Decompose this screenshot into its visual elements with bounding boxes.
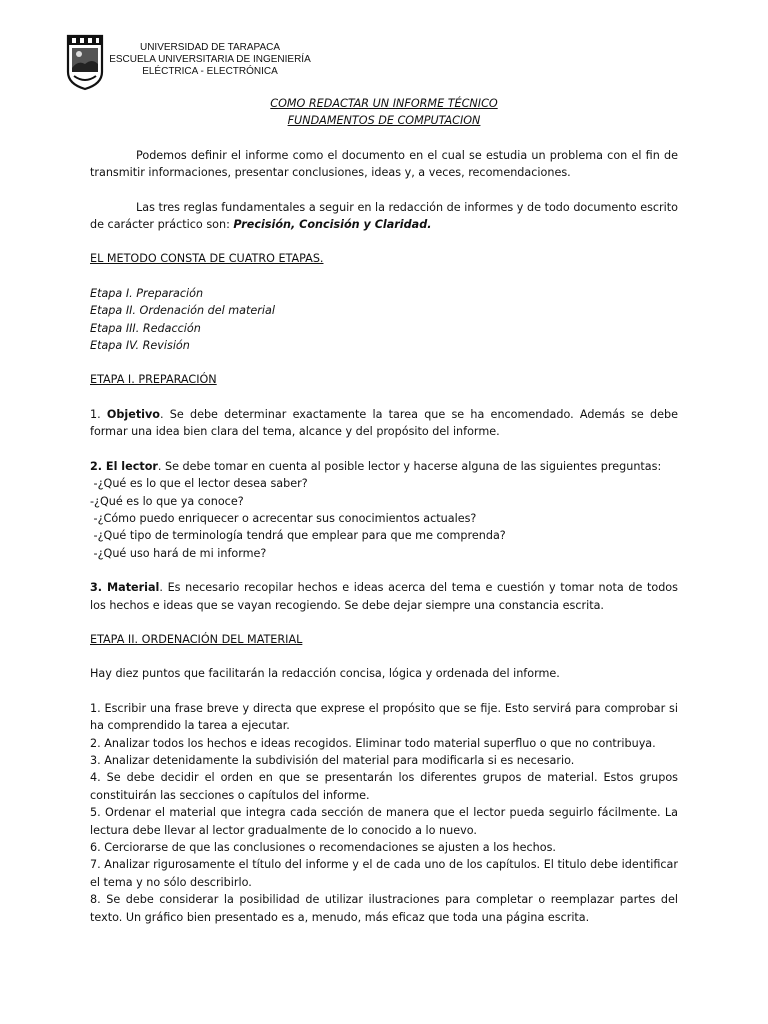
- ordering-point: 7. Analizar rigurosamente el título del informe y el de cada uno de los capítulos. El titulo debe identificar el tema y no sólo describirlo.: [90, 858, 678, 889]
- question-item: -¿Qué es lo que el lector desea saber?: [90, 477, 308, 491]
- stage2-heading: ETAPA II. ORDENACIÓN DEL MATERIAL: [90, 632, 303, 646]
- document-body: [90, 95, 678, 926]
- method-heading: EL METODO CONSTA DE CUATRO ETAPAS.: [90, 252, 324, 266]
- ordering-point: 5. Ordenar el material que integra cada sección de manera que el lector pueda seguirlo fácilmente. La lectura debe llevar al lector gradualmente de lo conocido a lo nuevo.: [90, 806, 678, 837]
- stage-item: Etapa I. Preparación: [90, 286, 204, 300]
- document-subtitle: FUNDAMENTOS DE COMPUTACION: [287, 114, 481, 128]
- objective-number: 1.: [90, 407, 107, 421]
- stage-item: Etapa III. Redacción: [90, 321, 201, 335]
- question-item: -¿Qué es lo que ya conoce?: [90, 494, 244, 508]
- material-paragraph: [90, 579, 678, 614]
- reader-label: 2. El lector: [90, 459, 158, 473]
- document-title: COMO REDACTAR UN INFORME TÉCNICO: [270, 97, 498, 110]
- ordering-point: 4. Se debe decidir el orden en que se presentarán los diferentes grupos de material. Estos grupos constituirán las secciones o capítulos del informe.: [90, 771, 678, 802]
- intro-paragraph-1: Podemos definir el informe como el documento en el cual se estudia un problema con el fin de transmitir informaciones, presentar conclusiones, ideas y, a veces, recomendaciones.: [90, 148, 678, 180]
- university-crest-icon: [66, 34, 104, 91]
- school-name: ESCUELA UNIVERSITARIA DE INGENIERÍA: [109, 54, 311, 65]
- material-text: . Es necesario recopilar hechos e ideas acerca del tema e cuestión y tomar nota de todos los hechos e ideas que se vayan recogiendo. Se debe dejar siempre una constancia escrita.: [90, 581, 678, 612]
- question-item: -¿Qué uso hará de mi informe?: [90, 546, 267, 560]
- objective-text: . Se debe determinar exactamente la tarea que se ha encomendado. Además se debe formar una idea bien clara del tema, alcance y del propósito del informe.: [90, 407, 678, 439]
- reader-paragraph: [90, 458, 678, 475]
- ordering-point: 3. Analizar detenidamente la subdivisión del material para modificarla si es necesario.: [90, 753, 575, 767]
- university-name: UNIVERSIDAD DE TARAPACA: [139, 42, 281, 53]
- stage-item: Etapa II. Ordenación del material: [90, 304, 275, 318]
- material-label: 3. Material: [90, 581, 160, 595]
- department-name: ELÉCTRICA - ELECTRÓNICA: [142, 66, 278, 77]
- stage1-heading: ETAPA I. PREPARACIÓN: [90, 373, 217, 387]
- institution-header: [104, 42, 316, 78]
- intro-paragraph-2: [90, 199, 678, 234]
- rules-emphasis: Precisión, Concisión y Claridad.: [233, 218, 432, 232]
- question-item: -¿Qué tipo de terminología tendrá que emplear para que me comprenda?: [90, 529, 506, 543]
- reader-text: . Se debe tomar en cuenta al posible lector y hacerse alguna de las siguientes preguntas:: [157, 459, 662, 473]
- intro-p2-text: Las tres reglas fundamentales a seguir en la redacción de informes y de todo documento escrito de carácter práctico son:: [90, 200, 678, 232]
- stage-item: Etapa IV. Revisión: [90, 339, 190, 353]
- ordering-point: 8. Se debe considerar la posibilidad de utilizar ilustraciones para completar o reemplazar partes del texto. Un gráfico bien presentado es a, menudo, más eficaz que toda una página escrita.: [90, 893, 678, 924]
- ordering-point: 2. Analizar todos los hechos e ideas recogidos. Eliminar todo material superfluo o que no contribuya.: [90, 736, 656, 750]
- stage2-intro: Hay diez puntos que facilitarán la redacción concisa, lógica y ordenada del informe.: [90, 667, 560, 681]
- objective-paragraph: [90, 406, 678, 441]
- ordering-point: 6. Cerciorarse de que las conclusiones o recomendaciones se ajusten a los hechos.: [90, 841, 556, 854]
- ordering-point: 1. Escribir una frase breve y directa que exprese el propósito que se fije. Esto servirá para comprobar si ha comprendido la tarea a ejecutar.: [90, 701, 678, 733]
- objective-label: Objetivo: [106, 407, 160, 421]
- question-item: -¿Cómo puedo enriquecer o acrecentar sus conocimientos actuales?: [90, 511, 477, 525]
